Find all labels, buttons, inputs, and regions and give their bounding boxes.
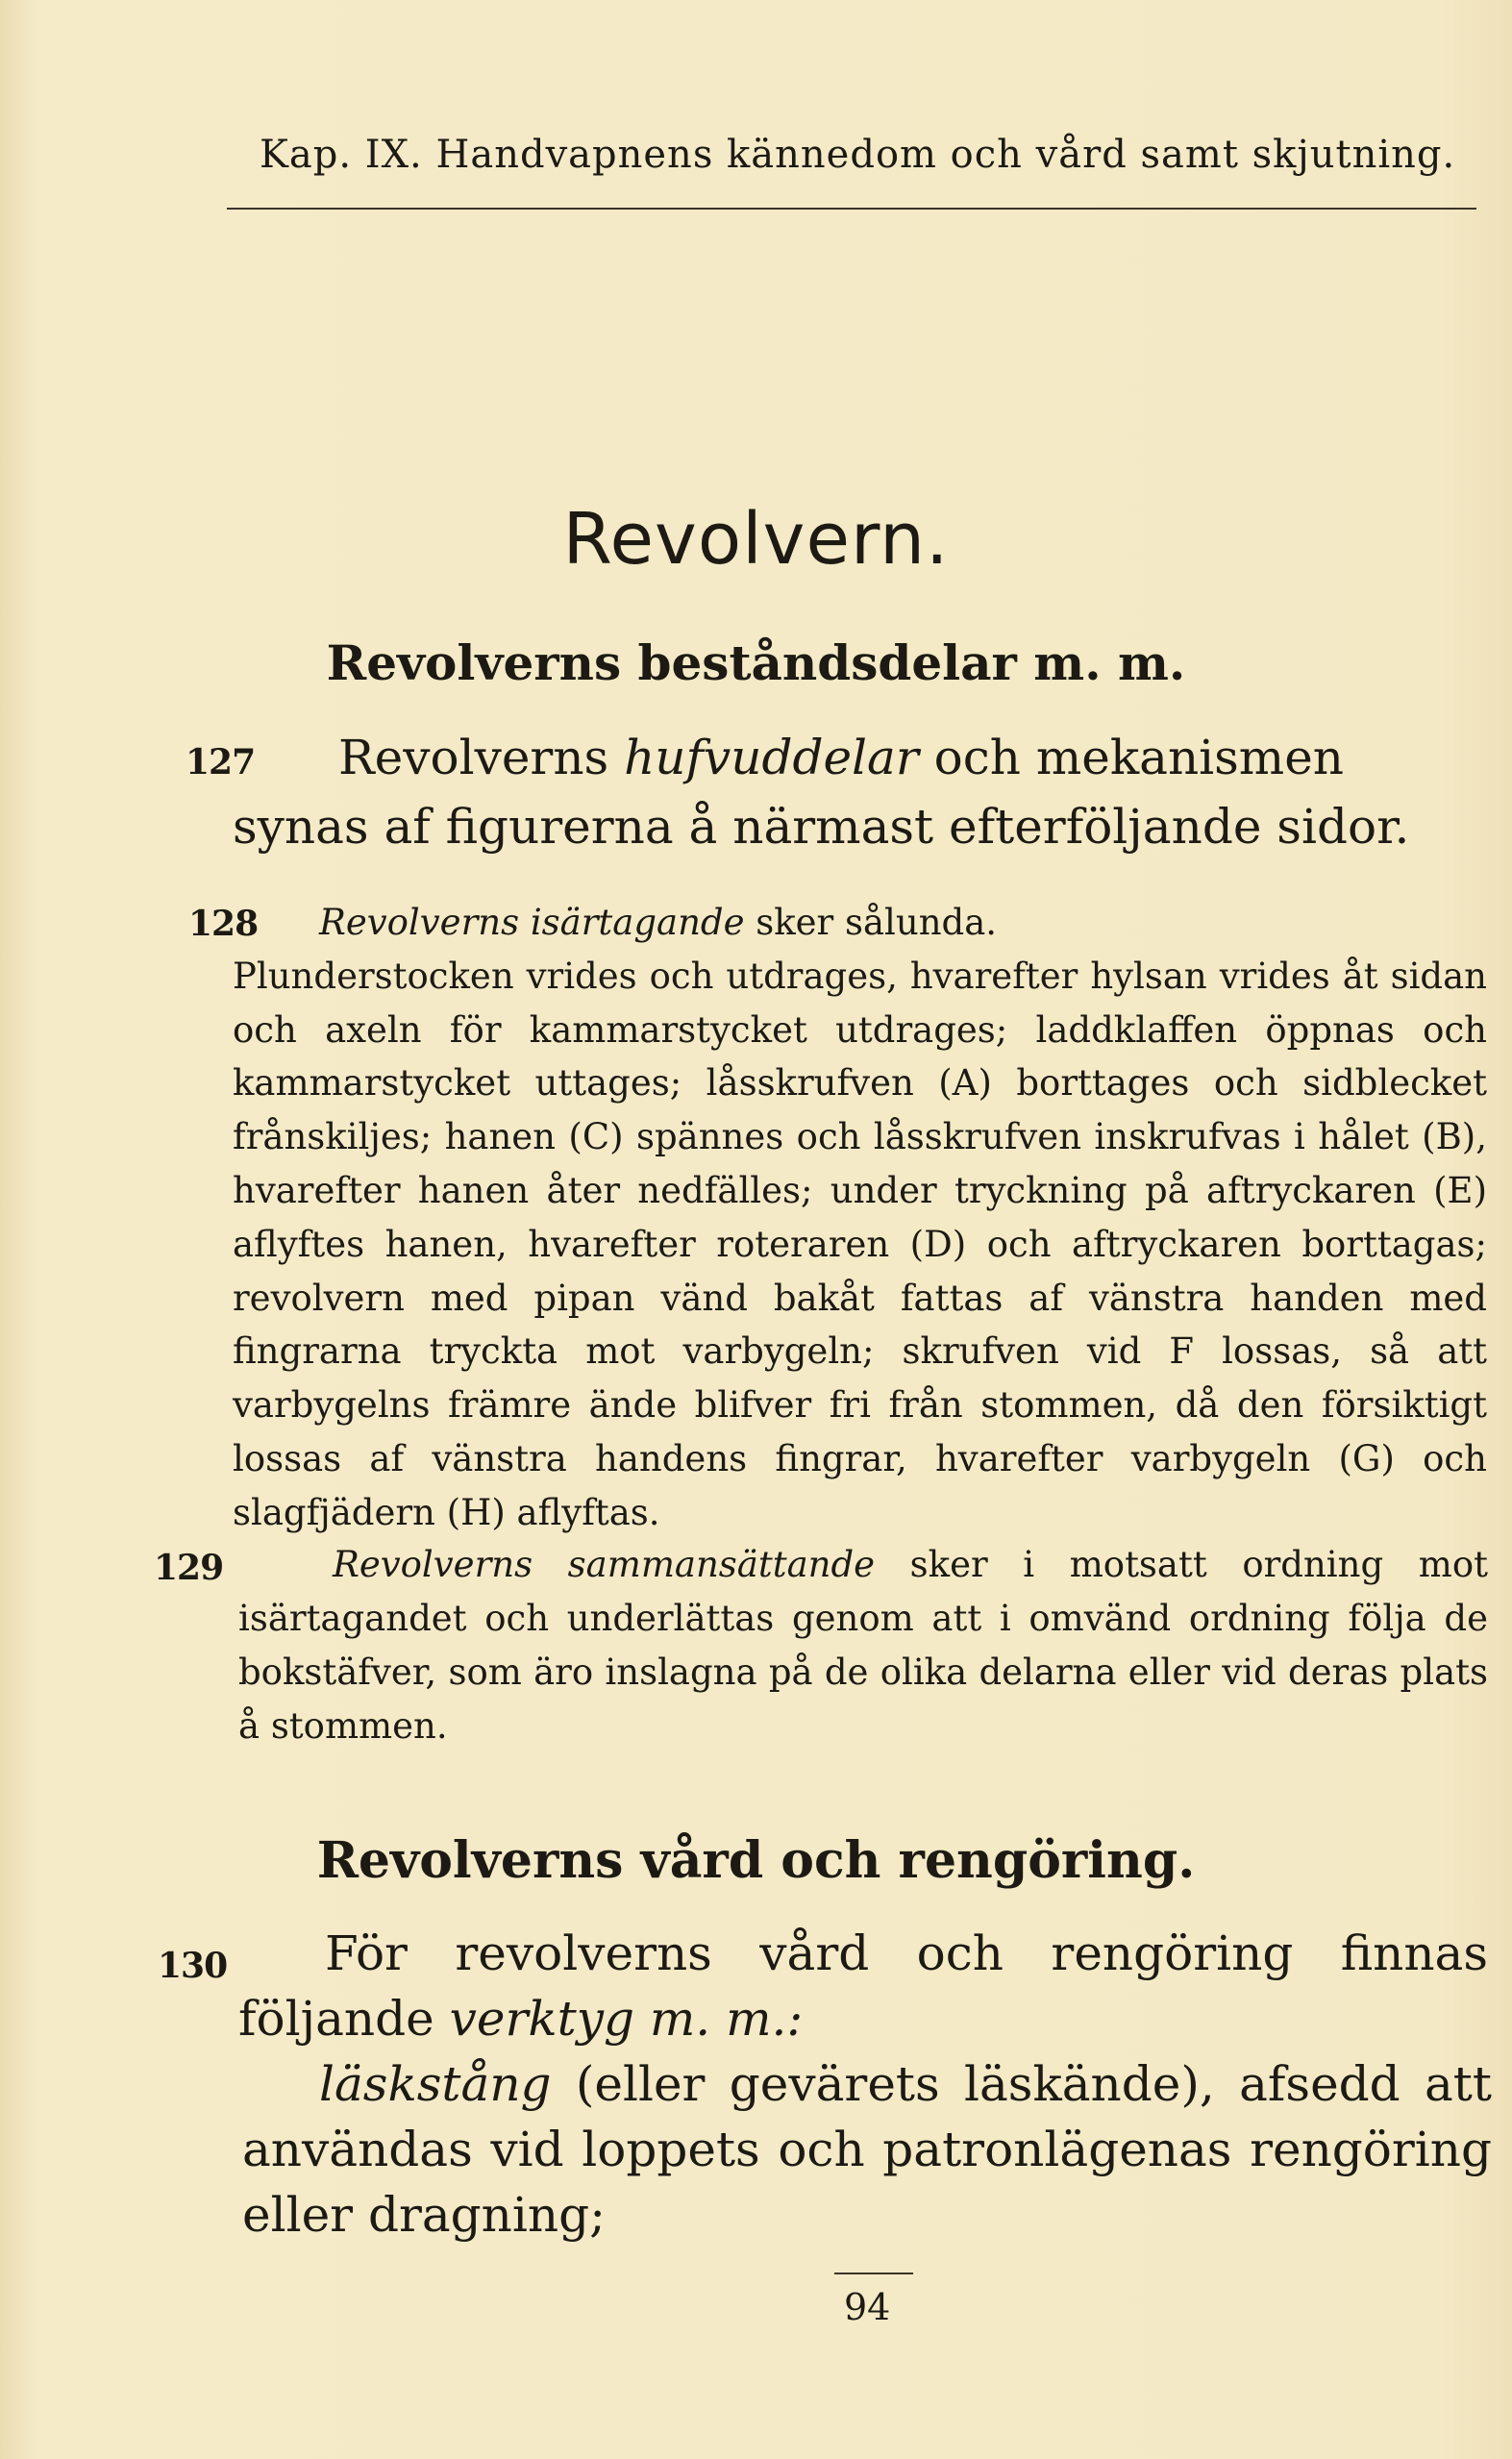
paragraph-number-130: 130	[158, 1946, 228, 1986]
paragraph-130-item-text: (eller gevärets läskände), afsedd att användas vid loppets och patronlägenas rengöring eller dragning;	[242, 2056, 1492, 2243]
paragraph-number-129: 129	[154, 1548, 224, 1588]
paragraph-130	[238, 1921, 1488, 2051]
paragraph-130-item	[242, 2051, 1492, 2248]
paragraph-128-text: sker sålunda.	[744, 902, 998, 943]
paragraph-127	[233, 723, 1487, 861]
paragraph-128-italic: Revolverns isärtagande	[319, 902, 745, 943]
paragraph-127-text: och mekanismen synas af figurerna å närmast efterföljande sidor.	[233, 730, 1410, 855]
paragraph-130-lead: För revolverns vård och rengöring finnas följande	[238, 1925, 1488, 2047]
footer-rule	[834, 2273, 913, 2274]
paragraph-127-lead: Revolverns	[338, 730, 625, 785]
paragraph-number-127: 127	[186, 742, 256, 782]
running-head: Kap. IX. Handvapnens kännedom och vård samt skjutning.	[260, 133, 1456, 177]
page-number: 94	[844, 2286, 891, 2328]
section-heading-care: Revolverns vård och rengöring.	[316, 1831, 1196, 1890]
paragraph-127-italic: hufvuddelar	[624, 730, 919, 785]
header-rule	[227, 208, 1476, 210]
paragraph-130-italic: verktyg m. m.:	[449, 1991, 804, 2047]
section-heading-components: Revolverns beståndsdelar m. m.	[326, 634, 1186, 691]
paragraph-number-128: 128	[188, 904, 259, 944]
paragraph-130-item-italic: läskstång	[319, 2056, 552, 2112]
chapter-title: Revolvern.	[562, 498, 950, 581]
paragraph-128-body: Plunderstocken vrides och utdrages, hvarefter hylsan vrides åt sidan och axeln för kammarstycket utdrages; laddklaffen öppnas och kammarstycket uttages; låsskrufven (A) borttages och sidblecket frånskiljes; hanen (C) spännes och låsskrufven inskrufvas i hålet (B), hvarefter hanen åter nedfälles; under tryckning på aftryckaren (E) aflyftes hanen, hvarefter roteraren (D) och aftryckaren borttagas; revolvern med pipan vänd bakåt fattas af vänstra handen med fingrarna tryckta mot varbygeln; skrufven vid F lossas, så att varbygelns främre ände blifver fri från stommen, då den försiktigt lossas af vänstra handens fingrar, hvarefter varbygeln (G) och slagfjädern (H) aflyftas.	[233, 955, 1487, 1533]
paragraph-129-italic: Revolverns sammansättande	[333, 1544, 876, 1585]
paragraph-129	[238, 1538, 1488, 1753]
paragraph-128	[233, 896, 1487, 1540]
paragraph-129-text: sker i motsatt ordning mot isärtagandet och underlättas genom att i omvänd ordning följa de bokstäfver, som äro inslagna på de olika delarna eller vid deras plats å stommen.	[238, 1544, 1488, 1747]
